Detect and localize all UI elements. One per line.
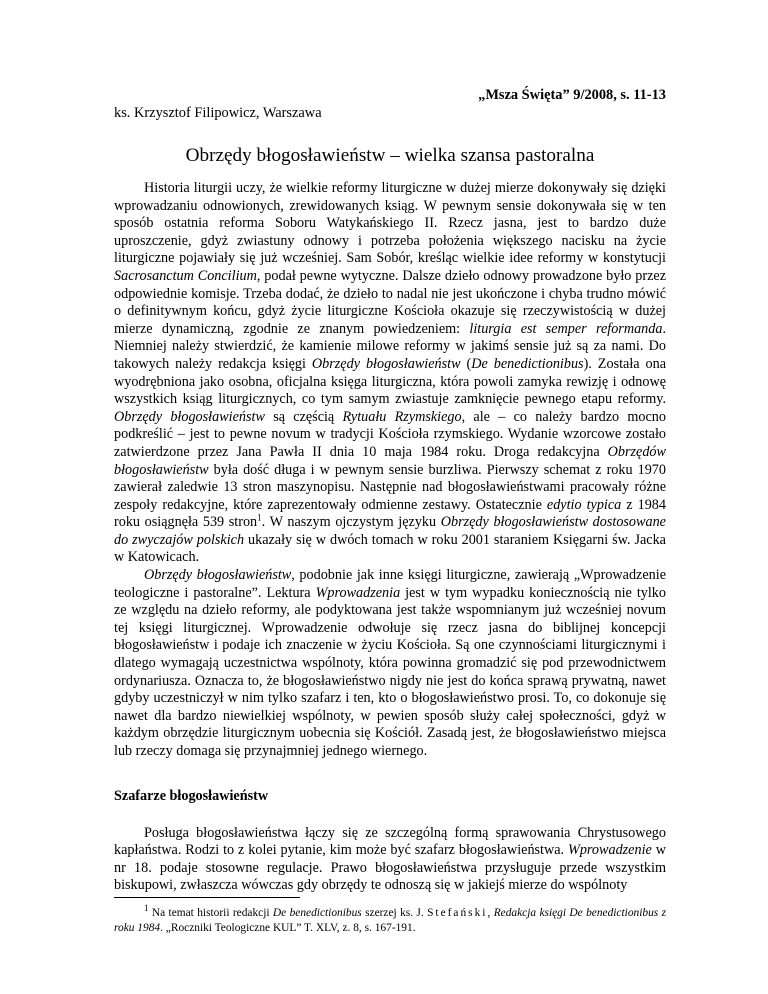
paragraph-introduction-book: Obrzędy błogosławieństw, podobnie jak inne księgi liturgiczne, zawierają „Wprowadzenie teologiczne i pastoralne”. Lektura Wprowadzenia jest w tym wypadku koniecznością nie tylko ze względu na dzieło reformy, ale podyktowana jest także wspomnianym już wcześniej novum tej księgi liturgicznej. Wprowadzenie odwołuje się rzecz jasna do biblijnej koncepcji błogosławieństw i podaje ich znaczenie w życiu Kościoła. Są one czynnościami liturgicznymi i dlatego wymagają uczestnictwa wspólnoty, która powinna gromadzić się pod przewodnictwem ordynariusza. Oznacza to, że błogosławieństwo nigdy nie jest do końca sprawą prywatną, nawet gdyby uczestniczył w nim tylko szafarz i ten, kto o błogosławieństwo prosi. To, co dokonuje się nawet dla bardzo niewielkiej wspólnoty, w pewien sposób służy całej społeczności, gdyż w każdym obrzędzie liturgicznym uobecnia się Kościół. Zasadą jest, że błogosławieństwo miejsca lub rzeczy domaga się przynajmniej jednego wiernego. bbox=[114, 567, 666, 759]
footnote-divider bbox=[114, 897, 300, 898]
page-body bbox=[114, 72, 666, 895]
article-title: Obrzędy błogosławieństw – wielka szansa pastoralna bbox=[185, 145, 595, 166]
paragraph-intro: Historia liturgii uczy, że wielkie reformy liturgiczne w dużej mierze dokonywały się dzięki wprowadzaniu odnowionych, zrewidowanych ksiąg. W pewnym sensie dokonywała się w ten sposób ostatnia reforma Soboru Watykańskiego II. Rzecz jasna, jest to bardzo duże uproszczenie, gdyż zwiastuny odnowy i potrzeba położenia większego nacisku na życie liturgiczne pojawiały się już wcześniej. Sam Sobór, kreśląc wielkie idee reformy w konstytucji Sacrosanctum Concilium, podał pewne wytyczne. Dalsze dzieło odnowy prowadzone było przez odpowiednie komisje. Trzeba dodać, że dzieło to nadal nie jest ukończone i chyba trudno mówić o definitywnym końcu, gdyż życie liturgiczne Kościoła okazuje się rzeczywistością w dużej mierze dynamiczną, zgodnie ze znanym powiedzeniem: liturgia est semper reformanda. Niemniej należy stwierdzić, że kamienie milowe reformy w jakimś sensie już są za nami. Do takowych należy redakcja księgi Obrzędy błogosławieństw (De benedictionibus). Została ona wyodrębniona jako osobna, oficjalna księga liturgiczna, która powoli zamyka rewizję i odnowę wszystkich ksiąg liturgicznych, co tym samym zwiastuje zamknięcie pewnego etapu reformy. Obrzędy błogosławieństw są częścią Rytuału Rzymskiego, ale – co należy bardzo mocno podkreślić – jest to pewne novum w tradycji Kościoła rzymskiego. Wydanie wzorcowe zostało zatwierdzone przez Jana Pawła II dnia 10 maja 1984 roku. Droga redakcyjna Obrzędów błogosławieństw była dość długa i w pewnym sensie burzliwa. Pierwszy schemat z roku 1970 zawierał zaledwie 13 stron maszynopisu. Następnie nad błogosławieństwami pracowały różne zespoły redakcyjne, które zaprezentowały odmienne zestawy. Ostatecznie edytio typica z 1984 roku osiągnęła 539 stron$^1$. W naszym ojczystym języku Obrzędy błogosławieństw dostosowane do zwyczajów polskich ukazały się w dwóch tomach w roku 2001 staraniem Księgarni św. Jacka w Katowicach. bbox=[114, 180, 666, 566]
footnote-ref[interactable]: 1 bbox=[257, 512, 262, 523]
author-line: ks. Krzysztof Filipowicz, Warszawa bbox=[114, 105, 322, 121]
paragraph-ministers: Posługa błogosławieństwa łączy się ze szczególną formą sprawowania Chrystusowego kapłaństwa. Rodzi to z kolei pytanie, kim może być szafarz błogosławieństwa. Wprowadzenie w nr 18. podaje stosowne regulacje. Prawo błogosławieństwa przysługuje przede wszystkim biskupowi, zwłaszcza wówczas gdy obrzędy te odnoszą się w jakiejś mierze do wspólnoty bbox=[114, 824, 666, 894]
source-citation: „Msza Święta” 9/2008, s. 11-13 bbox=[478, 87, 666, 103]
section-heading: Szafarze błogosławieństw bbox=[114, 787, 269, 804]
footnote: $^1$ Na temat historii redakcji De benedictionibus szerzej ks. J. Stefański, Redakcja księgi De benedictionibus z roku 1984. „Roczniki Teologiczne KUL” T. XLV, z. 8, s. 167-191. bbox=[114, 903, 666, 934]
